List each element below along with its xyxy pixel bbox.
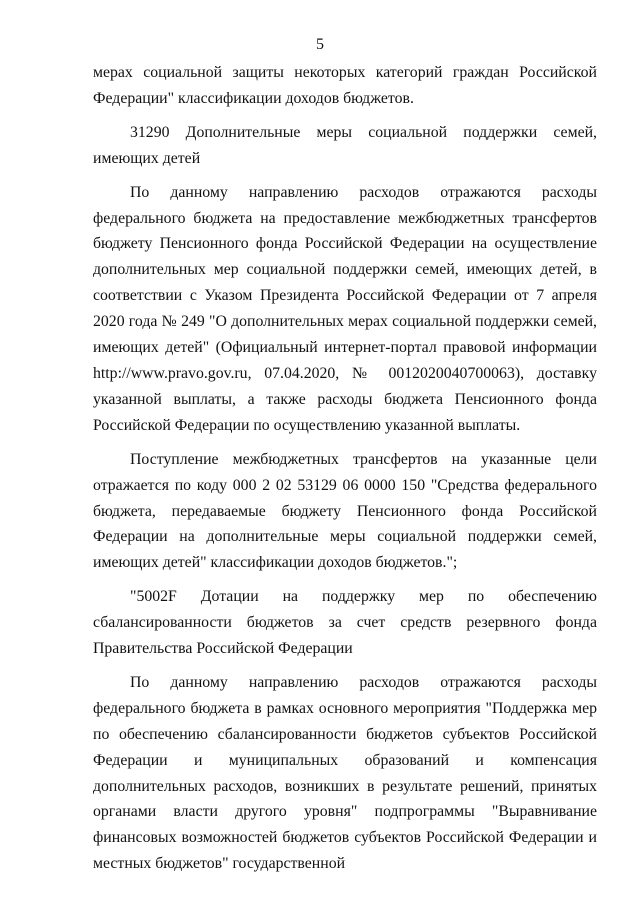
paragraph-subsidies-description: По данному направлению расходов отражаются расходы федерального бюджета в рамках основного мероприятия "Поддержка мер по обеспечению сбалансированности бюджетов субъектов Российской Федерации и муниципальных образований и компенсация дополнительных расходов, возникших в результате решений, принятых органами власти другого уровня" подпрограммы "Выравнивание финансовых возможностей бюджетов субъектов Российской Федерации и местных бюджетов" государственной	[93, 673, 597, 873]
section-heading-5002F: "5002F Дотации на поддержку мер по обеспечению сбалансированности бюджетов за счет средств резервного фонда Правительства Российской Федерации	[93, 588, 597, 658]
paragraph-expenses-description: По данному направлению расходов отражаются расходы федерального бюджета на предоставление межбюджетных трансфертов бюджету Пенсионного фонда Российской Федерации на осуществление дополнительных мер социальной поддержки семей, имеющих детей, в соответствии с Указом Президента Российской Федерации от 7 апреля 2020 года № 249 "О дополнительных мерах социальной поддержки семей, имеющих детей" (Официальный интернет-портал правовой информации http://www.pravo.gov.ru, 07.04.2020, № 0012020040700063), доставку указанной выплаты, а также расходы бюджета Пенсионного фонда Российской Федерации по осуществлению указанной выплаты.	[93, 183, 597, 434]
document-body	[93, 60, 597, 877]
paragraph-transfers-income: Поступление межбюджетных трансфертов на указанные цели отражается по коду 000 2 02 53129 06 0000 150 "Средства федерального бюджета, передаваемые бюджету Пенсионного фонда Российской Федерации на дополнительные меры социальной поддержки семей, имеющих детей" классификации доходов бюджетов.";	[93, 450, 597, 572]
page-number: 5	[316, 36, 324, 53]
paragraph-continuation: мерах социальной защиты некоторых категорий граждан Российской Федерации" классификации доходов бюджетов.	[93, 64, 597, 107]
section-heading-31290: 31290 Дополнительные меры социальной поддержки семей, имеющих детей	[93, 123, 597, 167]
